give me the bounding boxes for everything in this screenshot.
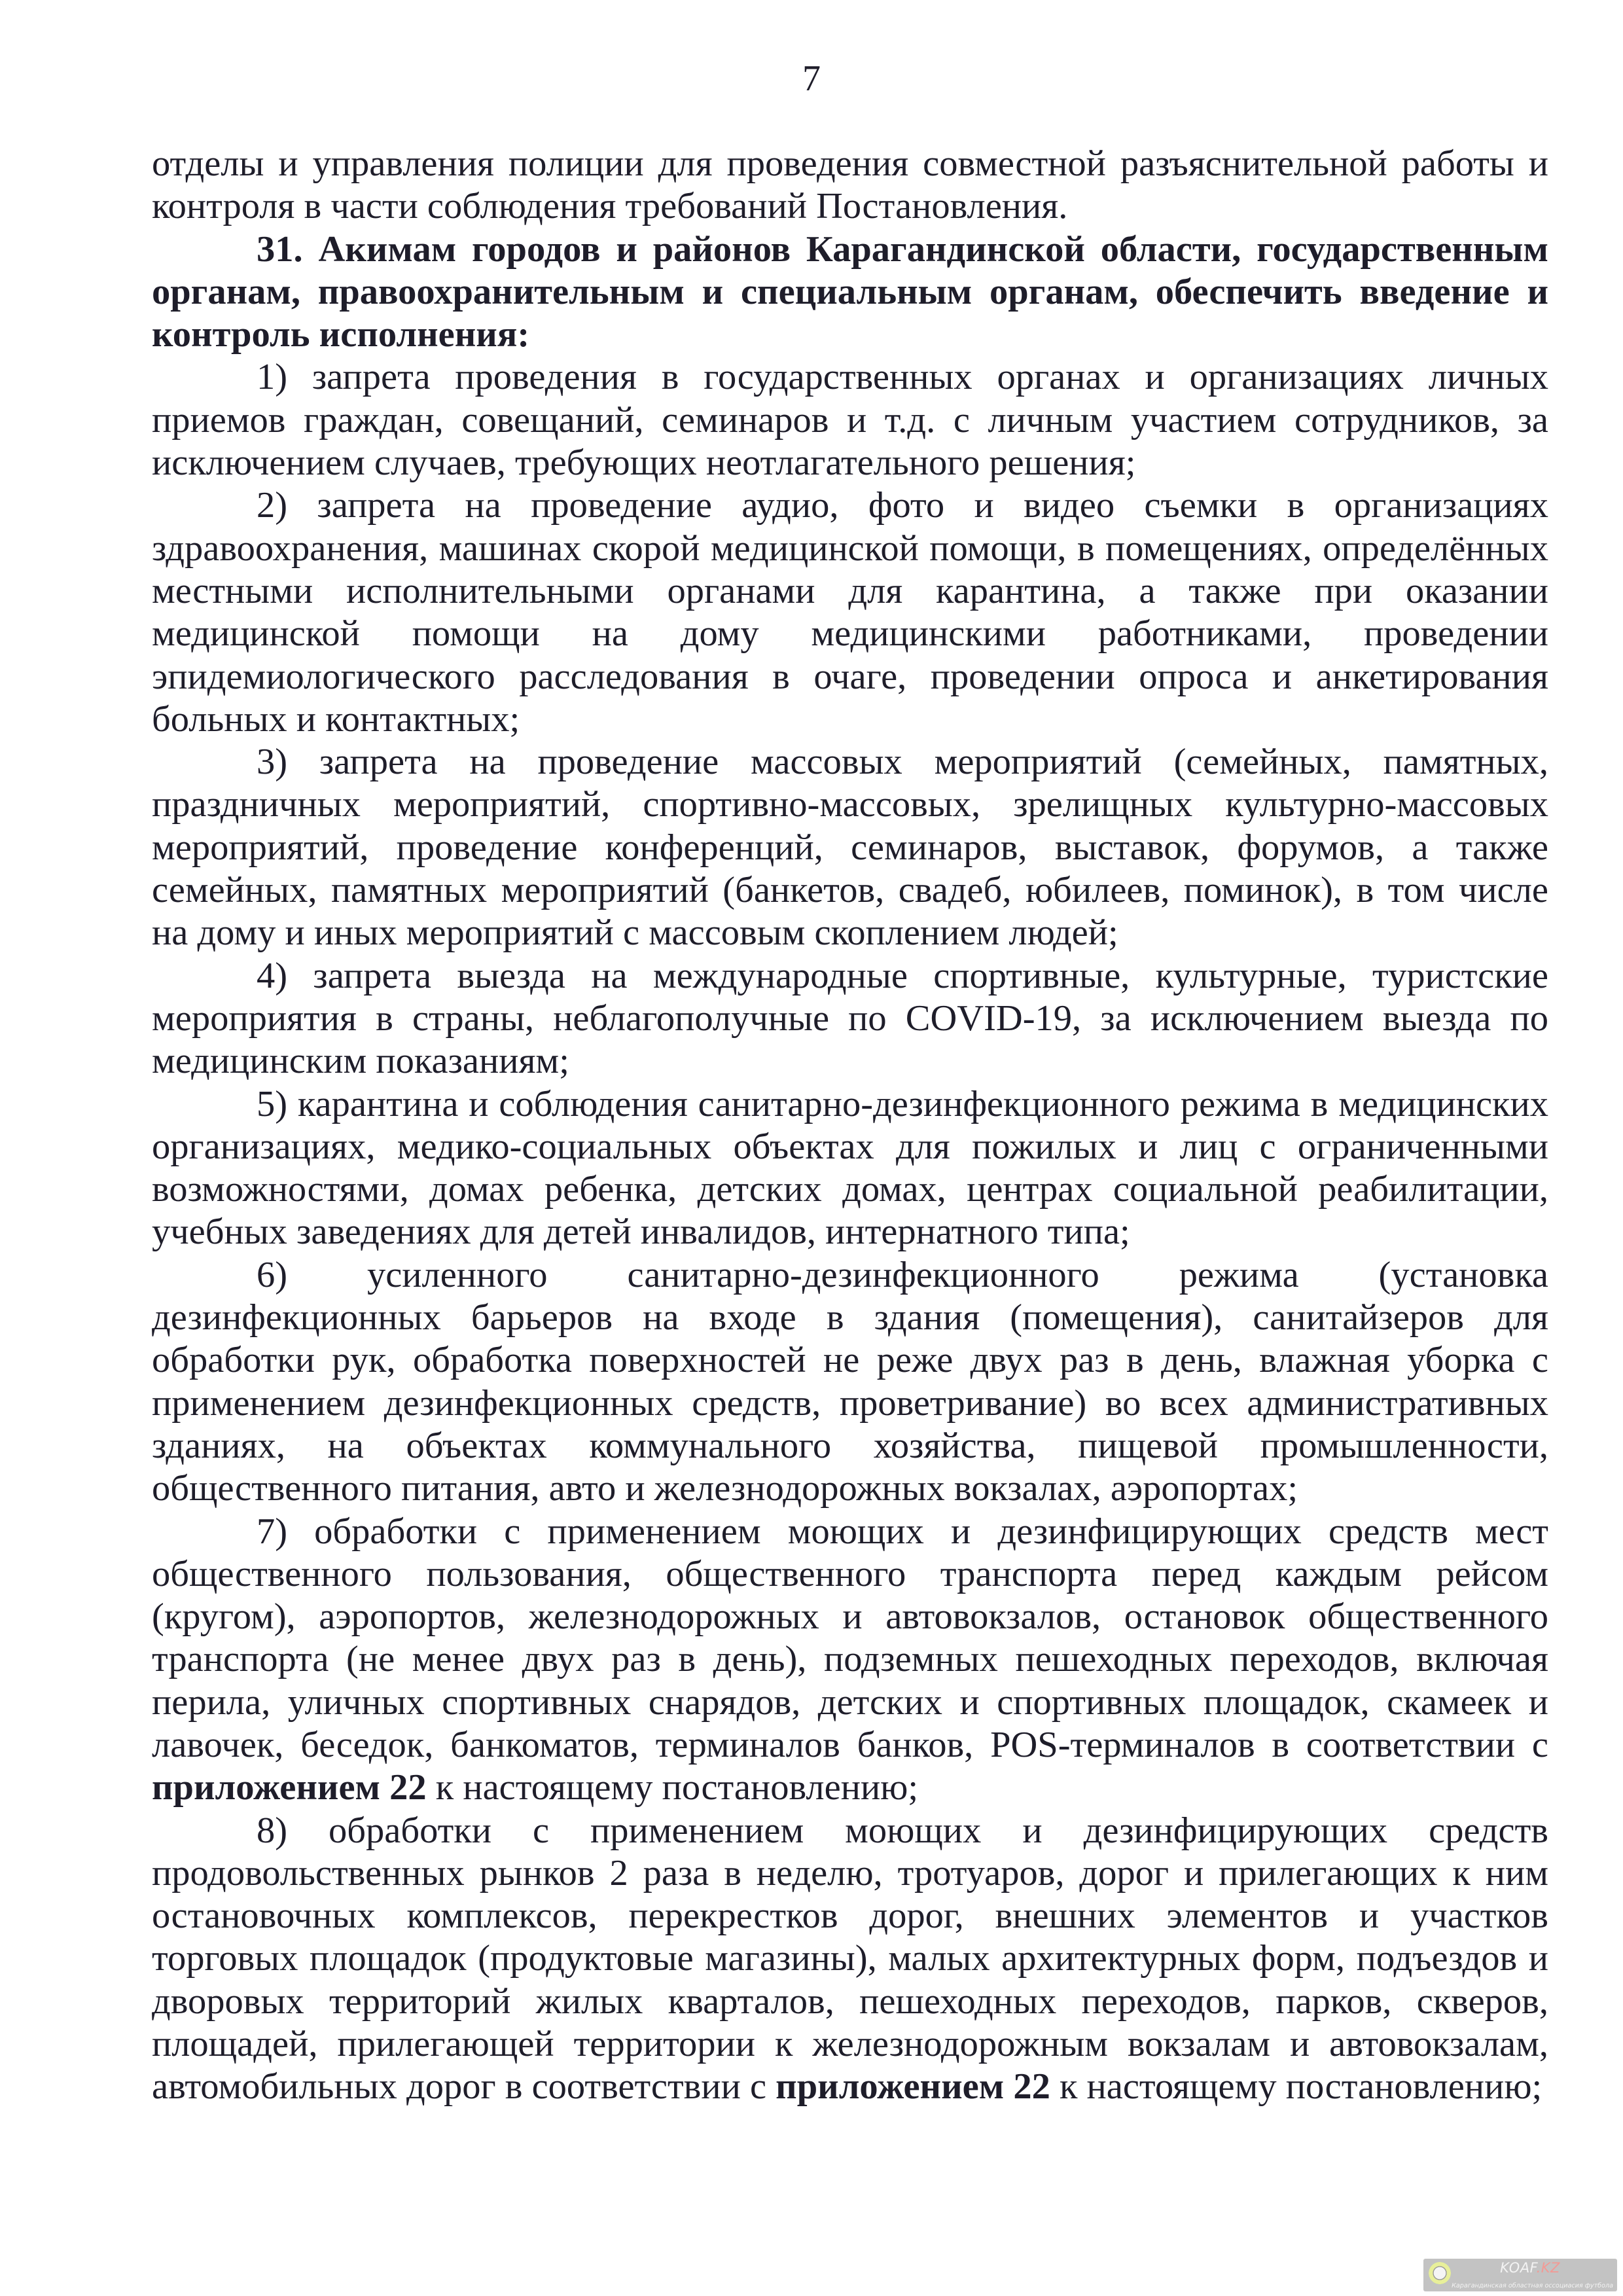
page-number: 7: [802, 58, 821, 99]
list-item-text: 8) обработки с применением моющих и дезинфицирующих средств продовольственных рынков 2 раза в неделю, тротуаров, дорог и прилегающих к ним остановочных комплексов, перекрестков дорог, внешних элементов и участков торговых площадок (продуктовые магазины), малых архитектурных форм, подъездов и дворовых территорий жилых кварталов, пешеходных переходов, парков, скверов, площадей, прилегающей территории к железнодорожным вокзалам и автовокзалам, автомобильных дорог в соответствии с: [152, 1810, 1548, 2108]
list-item: [152, 1511, 1548, 1810]
list-item: 4) запрета выезда на международные спортивные, культурные, туристские мероприятия в страны, неблагополучные по COVID-19, за исключением выезда по медицинским показаниям;: [152, 955, 1548, 1082]
list-item-text: 7) обработки с применением моющих и дезинфицирующих средств мест общественного пользования, общественного транспорта перед каждым рейсом (кругом), аэропортов, железнодорожных и автовокзалов, остановок общественного транспорта (не менее двух раз в день), подземных пешеходных переходов, включая перила, уличных спортивных снарядов, детских и спортивных площадок, скамеек и лавочек, беседок, банкоматов, терминалов банков, POS-терминалов в соответствии с: [152, 1511, 1548, 1765]
intro-paragraph: отделы и управления полиции для проведения совместной разъяснительной работы и контроля в части соблюдения требований Постановления.: [152, 143, 1548, 227]
section-heading: 31. Акимам городов и районов Карагандинской области, государственным органам, правоохранительным и специальным органам, обеспечить введение и контроль исполнения:: [152, 228, 1548, 355]
watermark-banner: [1423, 2259, 1617, 2291]
list-item: [152, 1810, 1548, 2109]
watermark-subtitle: Карагандинская областная оссоциасия футбола: [1452, 2282, 1613, 2289]
list-item: 6) усиленного санитарно-дезинфекционного режима (установка дезинфекционных барьеров на входе в здания (помещения), санитайзеров для обработки рук, обработка поверхностей не реже двух раз в день, влажная уборка с применением дезинфекционных средств, проветривание) во всех административных зданиях, на объектах коммунального хозяйства, пищевой промышленности, общественного питания, авто и железнодорожных вокзалах, аэропортах;: [152, 1254, 1548, 1509]
list-item: 5) карантина и соблюдения санитарно-дезинфекционного режима в медицинских организациях, медико-социальных объектах для пожилых и лиц с ограниченными возможностями, домах ребенка, детских домах, центрах социальной реабилитации, учебных заведениях для детей инвалидов, интернатного типа;: [152, 1083, 1548, 1253]
list-item: 3) запрета на проведение массовых мероприятий (семейных, памятных, праздничных мероприятий, спортивно-массовых, зрелищных культурно-массовых мероприятий, проведение конференций, семинаров, выставок, форумов, а также семейных, памятных мероприятий (банкетов, свадеб, юбилеев, поминок), в том числе на дому и иных мероприятий с массовым скоплением людей;: [152, 742, 1548, 954]
watermark-brand-tld: .KZ: [1536, 2260, 1560, 2276]
appendix-reference: приложением 22: [776, 2066, 1050, 2108]
list-item-text: к настоящему постановлению;: [426, 1767, 919, 1808]
watermark-brand: [1423, 2260, 1617, 2276]
list-item: 1) запрета проведения в государственных органах и организациях личных приемов граждан, совещаний, семинаров и т.д. с личным участием сотрудников, за исключением случаев, требующих неотлагательного решения;: [152, 357, 1548, 484]
list-item-text: к настоящему постановлению;: [1050, 2066, 1543, 2108]
watermark-brand-name: KOAF: [1500, 2260, 1537, 2276]
list-item: 2) запрета на проведение аудио, фото и видео съемки в организациях здравоохранения, машинах скорой медицинской помощи, в помещениях, определённых местными исполнительными органами для карантина, а также при оказании медицинской помощи на дому медицинскими работниками, проведении эпидемиологического расследования в очаге, проведении опроса и анкетирования больных и контактных;: [152, 485, 1548, 740]
appendix-reference: приложением 22: [152, 1767, 427, 1808]
document-body: [152, 143, 1548, 2109]
